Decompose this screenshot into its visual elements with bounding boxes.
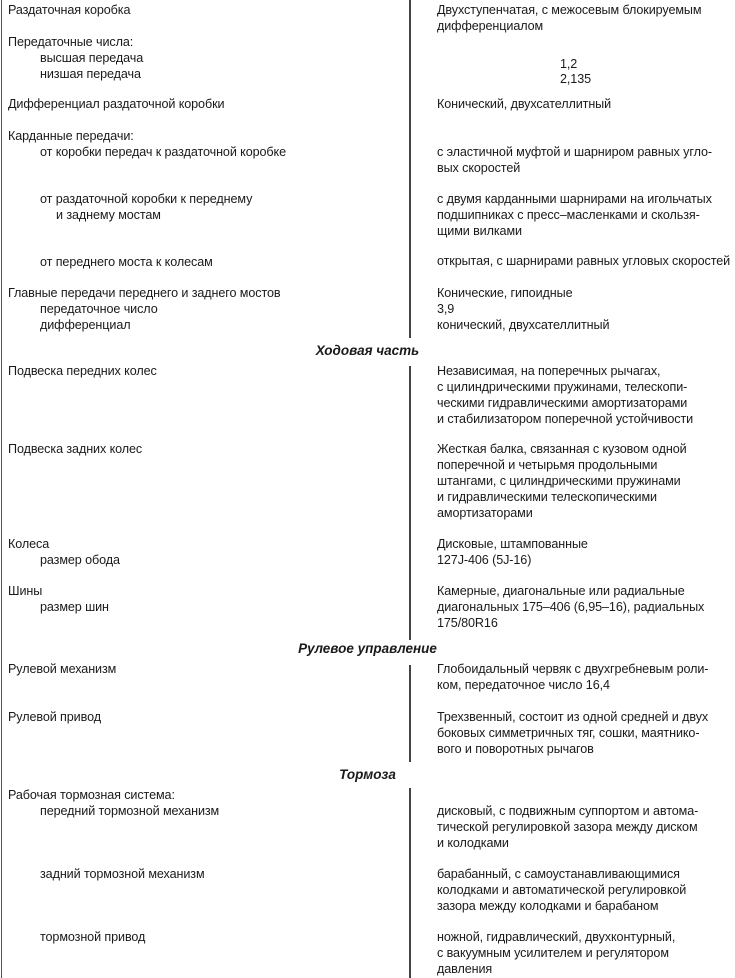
rear-suspension-value: Жесткая балка, связанная с кузовом одной (437, 442, 687, 456)
tires-label: Шины (8, 584, 43, 598)
high-gear-value: 1,2 (560, 57, 578, 71)
front-brake-value: и колодками (437, 836, 509, 850)
high-gear-label: высшая передача (40, 51, 144, 65)
brake-drive-value: ножной, гидравлический, двухконтурный, (437, 930, 676, 944)
cardan-gearbox-value: вых скоростей (437, 161, 521, 175)
rear-suspension-value: и гидравлическими телескопическими (437, 490, 657, 504)
rear-suspension-value: штангами, с цилиндрическими пружинами (437, 474, 681, 488)
steering-linkage-value: Трехзвенный, состоит из одной средней и двух (437, 710, 709, 724)
front-brake-value: тической регулировкой зазора между диском (437, 820, 698, 834)
final-ratio-value: 3,9 (437, 302, 455, 316)
transfer-case-label: Раздаточная коробка (8, 3, 131, 17)
cardan-transfer-value: щими вилками (437, 224, 522, 238)
transfer-diff-label: Дифференциал раздаточной коробки (8, 97, 225, 111)
transfer-case-value: дифференциалом (437, 19, 544, 33)
tire-size-value: диагональных 175–406 (6,95–16), радиальных (437, 600, 705, 614)
rear-suspension-value: амортизаторами (437, 506, 533, 520)
rear-brake-value: колодками и автоматической регулировкой (437, 883, 687, 897)
tires-value: Камерные, диагональные или радиальные (437, 584, 685, 598)
cardan-front-value: открытая, с шарнирами равных угловых скоростей (437, 254, 731, 268)
front-suspension-value: с цилиндрическими пружинами, телескопи- (437, 380, 688, 394)
front-suspension-value: ческими гидравлическими амортизаторами (437, 396, 688, 410)
cardan-transfer-label: и заднему мостам (56, 208, 161, 222)
rim-size-value: 127J-406 (5J-16) (437, 553, 532, 567)
column-divider (409, 0, 411, 338)
final-ratio-label: передаточное число (40, 302, 158, 316)
steering-linkage-value: вого и поворотных рычагов (437, 742, 594, 756)
final-drives-label: Главные передачи переднего и заднего мостов (8, 286, 281, 300)
column-divider (409, 665, 411, 762)
cardan-gearbox-value: с эластичной муфтой и шарниром равных угло- (437, 145, 712, 159)
cardan-transfer-label: от раздаточной коробки к переднему (40, 192, 253, 206)
steering-linkage-value: боковых симметричных тяг, сошки, маятнико- (437, 726, 700, 740)
steering-gear-label: Рулевой механизм (8, 662, 117, 676)
rear-brake-value: зазора между колодками и барабаном (437, 899, 659, 913)
low-gear-value: 2,135 (560, 72, 592, 86)
cardan-gearbox-label: от коробки передач к раздаточной коробке (40, 145, 286, 159)
final-diff-value: конический, двухсателлитный (437, 318, 610, 332)
section-heading-brakes: Тормоза (339, 767, 396, 782)
front-suspension-label: Подвеска передних колес (8, 364, 157, 378)
rear-brake-value: барабанный, с самоустанавливающимися (437, 867, 680, 881)
rear-suspension-value: поперечной и четырьмя продольными (437, 458, 658, 472)
final-diff-label: дифференциал (40, 318, 131, 332)
rim-size-label: размер обода (40, 553, 120, 567)
transfer-diff-value: Конический, двухсателлитный (437, 97, 612, 111)
wheels-label: Колеса (8, 537, 50, 551)
front-brake-label: передний тормозной механизм (40, 804, 220, 818)
service-brake-label: Рабочая тормозная система: (8, 788, 175, 802)
left-border-line (1, 0, 2, 978)
cardan-front-label: от переднего моста к колесам (40, 255, 213, 269)
cardan-label: Карданные передачи: (8, 129, 134, 143)
column-divider (409, 788, 411, 978)
low-gear-label: низшая передача (40, 67, 141, 81)
rear-brake-label: задний тормозной механизм (40, 867, 205, 881)
brake-drive-value: с вакуумным усилителем и регулятором (437, 946, 669, 960)
section-heading-steering: Рулевое управление (298, 641, 437, 656)
rear-suspension-label: Подвеска задних колес (8, 442, 143, 456)
front-suspension-value: Независимая, на поперечных рычагах, (437, 364, 661, 378)
section-heading-chassis: Ходовая часть (315, 343, 420, 358)
tire-size-label: размер шин (40, 600, 109, 614)
cardan-transfer-value: подшипниках с пресс–масленками и скользя- (437, 208, 700, 222)
final-drives-value: Конические, гипоидные (437, 286, 573, 300)
steering-gear-value: ком, передаточное число 16,4 (437, 678, 610, 692)
brake-drive-label: тормозной привод (40, 930, 146, 944)
tire-size-value: 175/80R16 (437, 616, 498, 630)
steering-linkage-label: Рулевой привод (8, 710, 101, 724)
transfer-case-value: Двухступенчатая, с межосевым блокируемым (437, 3, 702, 17)
cardan-transfer-value: с двумя карданными шарнирами на игольчатых (437, 192, 712, 206)
front-suspension-value: и стабилизатором поперечной устойчивости (437, 412, 694, 426)
steering-gear-value: Глобоидальный червяк с двухгребневым роли- (437, 662, 709, 676)
front-brake-value: дисковый, с подвижным суппортом и автома- (437, 804, 699, 818)
column-divider (409, 366, 411, 640)
gear-ratios-label: Передаточные числа: (8, 35, 134, 49)
brake-drive-value: давления (437, 962, 493, 976)
wheels-value: Дисковые, штампованные (437, 537, 588, 551)
